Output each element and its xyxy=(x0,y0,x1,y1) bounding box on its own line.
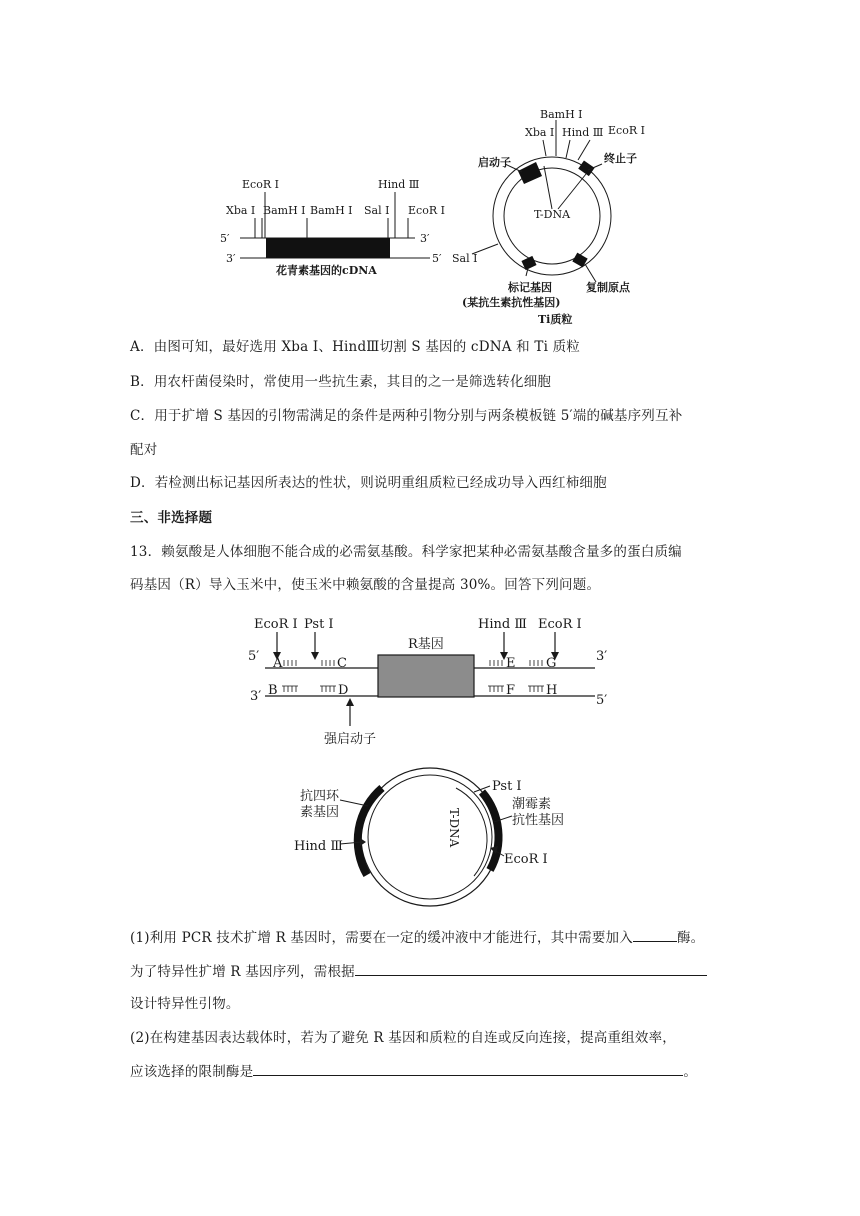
sub1-text-a: (1)利用 PCR 技术扩增 R 基因时，需要在一定的缓冲液中才能进行，其中需要加入 xyxy=(130,930,633,946)
ecoR1-left-label: EcoR Ⅰ xyxy=(254,617,298,632)
marker-gene-label: 标记基因 xyxy=(508,281,552,294)
r-gene-label: R基因 xyxy=(408,637,444,652)
ti-plasmid-figure xyxy=(440,104,680,330)
section-title: 三、非选择题 xyxy=(130,510,213,526)
five-prime-top: 5′ xyxy=(248,649,260,664)
site-h-label: H xyxy=(546,683,558,698)
answer-blank-enzyme[interactable] xyxy=(633,927,677,942)
cdna-figure xyxy=(210,170,460,290)
primer-site-g-dashes xyxy=(530,660,542,666)
three-prime-top: 3′ xyxy=(596,649,608,664)
primer-site-d-dashes xyxy=(320,686,336,692)
promoter-arrowhead xyxy=(346,698,354,706)
primer-site-f-dashes xyxy=(488,686,504,692)
option-a: A．由图可知，最好选用 Xba Ⅰ、HindⅢ切割 S 基因的 cDNA 和 Ti 质粒 xyxy=(130,339,580,355)
question-13-line1: 13．赖氨酸是人体细胞不能合成的必需氨基酸。科学家把某种必需氨基酸含量多的蛋白质编 xyxy=(130,544,682,560)
primer-site-h-dashes xyxy=(528,686,544,692)
hind3-label: Hind Ⅲ xyxy=(478,617,527,632)
hind3-label: Hind Ⅲ xyxy=(378,178,420,191)
answer-blank-primer-basis[interactable] xyxy=(355,961,707,976)
answer-blank-restriction-enzyme[interactable] xyxy=(253,1061,683,1076)
terminator-label: 终止子 xyxy=(604,152,637,165)
vector-plasmid-figure xyxy=(290,760,590,910)
hyg-label-line2: 抗性基因 xyxy=(512,813,565,828)
xba1-marker-line xyxy=(543,140,546,156)
three-prime-left: 3′ xyxy=(226,252,236,265)
r-gene-figure xyxy=(240,608,620,752)
five-prime-right: 5′ xyxy=(432,252,442,265)
primer-site-b-dashes xyxy=(282,686,298,692)
five-prime-bottom: 5′ xyxy=(596,693,608,708)
vector-plasmid-inner xyxy=(368,775,492,899)
ecoR1-label-top: EcoR Ⅰ xyxy=(242,178,279,191)
site-d-label: D xyxy=(338,683,349,698)
tdna-vertical-label: T-DNA xyxy=(447,808,461,848)
xba1-label: Xba Ⅰ xyxy=(226,204,256,217)
tdna-plasmid-label: T-DNA xyxy=(534,208,571,221)
five-prime-left: 5′ xyxy=(220,232,230,245)
cdna-caption: 花青素基因的cDNA xyxy=(276,264,377,277)
marker-note-label: (某抗生素抗性基因) xyxy=(462,296,561,309)
ecoR1-marker-line xyxy=(578,140,590,160)
site-g-label: G xyxy=(546,656,557,671)
r-gene-block xyxy=(378,655,474,697)
hind3-plasmid-label: Hind Ⅲ xyxy=(562,126,604,139)
bamh1-label-b: BamH Ⅰ xyxy=(310,204,353,217)
bamh1-label-a: BamH Ⅰ xyxy=(263,204,306,217)
sub1-text-b: 酶。 xyxy=(676,930,705,946)
tdna-line-a xyxy=(544,166,552,209)
site-c-label: C xyxy=(337,656,347,671)
sal1-label: Sal Ⅰ xyxy=(364,204,390,217)
primer-site-c-dashes xyxy=(322,660,334,666)
sub2-text-b: 。 xyxy=(683,1064,698,1080)
question-13-line2: 码基因（R）导入玉米中，使玉米中赖氨酸的含量提高 30%。回答下列问题。 xyxy=(130,577,601,593)
pst1-arrowhead xyxy=(311,652,319,660)
sub1-line2 xyxy=(130,961,730,982)
site-b-label: B xyxy=(268,683,278,698)
three-prime-bottom: 3′ xyxy=(250,689,262,704)
site-a-label: A xyxy=(273,656,283,671)
origin-label: 复制原点 xyxy=(586,281,630,294)
option-c-line2: 配对 xyxy=(130,442,158,458)
pst1-label: Pst Ⅰ xyxy=(304,617,334,632)
ecoR1-plasmid-label: EcoR Ⅰ xyxy=(608,124,645,137)
ecoR1-label-right: EcoR Ⅰ xyxy=(408,204,445,217)
sal1-plasmid-label: Sal Ⅰ xyxy=(452,252,478,265)
primer-site-e-dashes xyxy=(490,660,502,666)
tet-pointer xyxy=(340,800,368,806)
tet-label-line2: 素基因 xyxy=(300,805,340,820)
site-e-label: E xyxy=(506,656,516,671)
primer-site-a-dashes xyxy=(284,660,296,666)
tet-label-line1: 抗四环 xyxy=(300,789,340,804)
ti-plasmid-caption: Ti质粒 xyxy=(538,313,573,326)
sub2-line1: (2)在构建基因表达载体时，若为了避免 R 基因和质粒的自连或反向连接，提高重组效率， xyxy=(130,1030,676,1046)
site-f-label: F xyxy=(506,683,516,698)
hygromycin-gene-segment xyxy=(482,792,499,870)
three-prime-right: 3′ xyxy=(420,232,430,245)
pst1-plasmid-label: Pst Ⅰ xyxy=(492,779,522,794)
promoter-label: 启动子 xyxy=(478,156,511,169)
option-c-line1: C．用于扩增 S 基因的引物需满足的条件是两种引物分别与两条模板链 5′端的碱基序列互补 xyxy=(130,408,683,424)
sub1-line3: 设计特异性引物。 xyxy=(130,996,240,1012)
hind3-plasmid-label: Hind Ⅲ xyxy=(294,839,343,854)
ecoR1-plasmid-label: EcoR Ⅰ xyxy=(504,852,548,867)
bamh1-plasmid-label: BamH Ⅰ xyxy=(540,108,583,121)
cdna-block xyxy=(266,238,390,258)
hind3-marker-line xyxy=(566,140,570,158)
xba1-plasmid-label: Xba Ⅰ xyxy=(525,126,555,139)
option-b: B．用农杆菌侵染时，常使用一些抗生素，其目的之一是筛选转化细胞 xyxy=(130,374,552,390)
strong-promoter-label: 强启动子 xyxy=(324,732,377,747)
sub2-line2 xyxy=(130,1061,730,1082)
option-d: D．若检测出标记基因所表达的性状，则说明重组质粒已经成功导入西红柿细胞 xyxy=(130,475,607,491)
hyg-label-line1: 潮霉素 xyxy=(512,797,552,812)
ecoR1-right-label: EcoR Ⅰ xyxy=(538,617,582,632)
sub2-text-a: 应该选择的限制酶是 xyxy=(130,1064,254,1080)
hind3-arrowhead xyxy=(360,838,366,846)
origin-pointer xyxy=(585,264,596,282)
sub1-line1 xyxy=(130,927,730,948)
tdna-line-b xyxy=(558,174,586,209)
tetracycline-gene-segment xyxy=(358,788,382,875)
sub1-text-2: 为了特异性扩增 R 基因序列，需根据 xyxy=(130,964,355,980)
